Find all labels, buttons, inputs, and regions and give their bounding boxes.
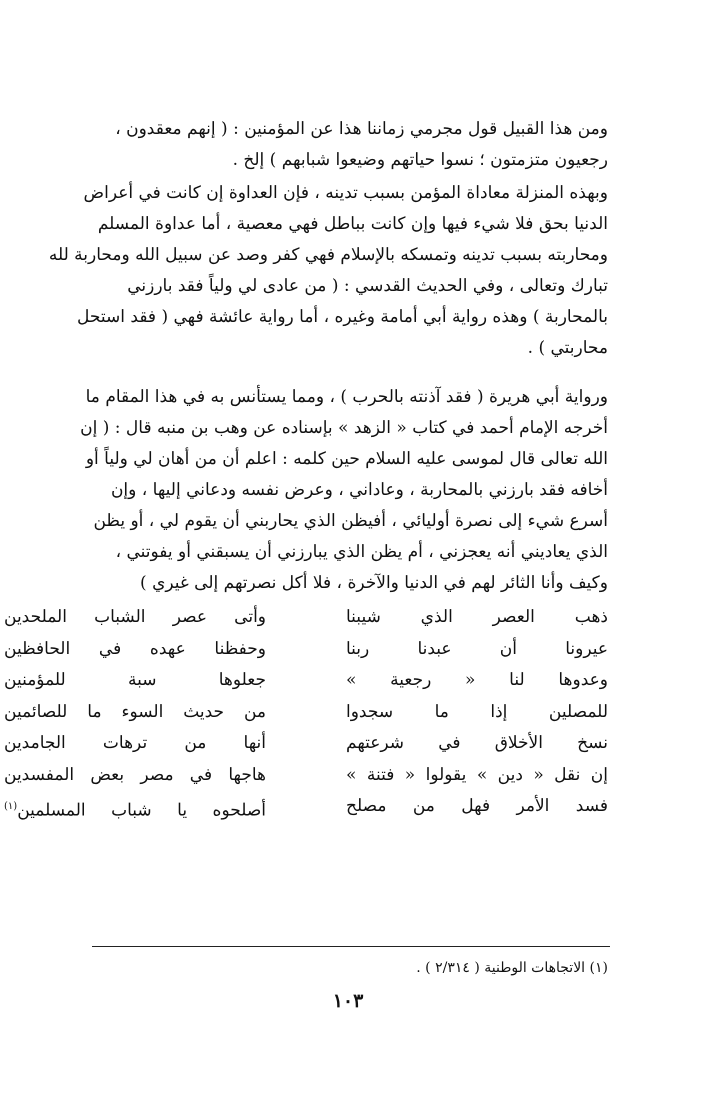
page-number: ١٠٣ bbox=[332, 990, 364, 1012]
text-line: الله تعالى قال لموسى عليه السلام حين كلمه : اعلم أن من أهان لي ولياً أو bbox=[85, 449, 608, 469]
footnote-marker[interactable]: (١) bbox=[4, 801, 18, 812]
poem-verse: إن نقل « دين » يقولوا « فتنة » bbox=[346, 764, 608, 785]
text-line: الدنيا بحق فلا شيء فيها وإن كانت بباطل فهي معصية ، أما عداوة المسلم bbox=[97, 214, 608, 234]
paragraph-1 bbox=[4, 114, 608, 176]
poem-verse: ذهب العصر الذي شيبنا bbox=[346, 607, 608, 627]
poem-verse: هاجها في مصر بعض المفسدين bbox=[4, 764, 266, 785]
text-line: ومن هذا القبيل قول مجرمي زماننا هذا عن المؤمنين : ( إنهم معقدون ، bbox=[115, 119, 608, 139]
paragraph-3 bbox=[4, 382, 608, 599]
text-line: بالمحاربة ) وهذه رواية أبي أمامة وغيره ، أما رواية عائشة فهي ( فقد استحل bbox=[77, 307, 608, 327]
poem-verse: من حديث السوء ما للصائمين bbox=[4, 701, 266, 722]
poem-second-hemistichs bbox=[4, 602, 266, 827]
text-line: أسرع شيء إلى نصرة أوليائي ، أفيظن الذي يحاربني أن يقوم لي ، أو يظن bbox=[93, 511, 608, 531]
text-line: محاربتي ) . bbox=[527, 338, 608, 358]
text-line: أخرجه الإمام أحمد في كتاب « الزهد » بإسناده عن وهب بن منبه قال : ( إن bbox=[80, 418, 608, 438]
text-line: أخافه فقد بارزني بالمحاربة ، وعاداني ، وعرض نفسه ودعاني إليها ، وإن bbox=[110, 480, 608, 500]
poem-verse-last bbox=[4, 791, 266, 827]
poem-verse: وحفظنا عهده في الحافظين bbox=[4, 638, 266, 659]
text-line: ورواية أبي هريرة ( فقد آذنته بالحرب ) ، ومما يستأنس به في هذا المقام ما bbox=[85, 387, 608, 407]
poem-verse: وعدوها لنا « رجعية » bbox=[346, 670, 608, 690]
poem-verse-text: أصلحوه يا شباب المسلمين bbox=[17, 800, 266, 821]
poem-verse: أنها من ترهات الجامدين bbox=[4, 733, 266, 753]
poem-verse: وأتى عصر الشباب الملحدين bbox=[4, 607, 266, 627]
poem bbox=[4, 602, 608, 842]
text-line: تبارك وتعالى ، وفي الحديث القدسي : ( من عادى لي ولياً فقد بارزني bbox=[127, 276, 608, 296]
text-line: ومحاربته بسبب تدينه وتمسكه بالإسلام فهي كفر وصد عن سبيل الله ومحاربة لله bbox=[48, 245, 608, 265]
text-line: الذي يعاديني أنه يعجزني ، أم يظن الذي يبارزني أن يسبقني أو يفوتني ، bbox=[115, 542, 608, 562]
text-line: وكيف وأنا الثائر لهم في الدنيا والآخرة ، فلا أكل نصرتهم إلى غيري ) bbox=[140, 573, 608, 593]
poem-verse: نسخ الأخلاق في شرعتهم bbox=[346, 733, 608, 753]
poem-verse: للمصلين إذا ما سجدوا bbox=[346, 701, 608, 722]
paragraph-2 bbox=[4, 178, 608, 364]
text-line: رجعيون متزمتون ؛ نسوا حياتهم وضيعوا شبابهم ) إلخ . bbox=[232, 150, 608, 170]
poem-first-hemistichs bbox=[346, 602, 608, 823]
poem-verse: عيرونا أن عبدنا ربنا bbox=[346, 638, 608, 659]
footnote: (١) الاتجاهات الوطنية ( ٢/٣١٤ ) . bbox=[416, 960, 608, 976]
poem-verse: جعلوها سبة للمؤمنين bbox=[4, 670, 266, 690]
text-line: وبهذه المنزلة معاداة المؤمن بسبب تدينه ، فإن العداوة إن كانت في أعراض bbox=[83, 183, 608, 203]
footnote-divider bbox=[92, 946, 610, 947]
poem-verse: فسد الأمر فهل من مصلح bbox=[346, 796, 608, 816]
